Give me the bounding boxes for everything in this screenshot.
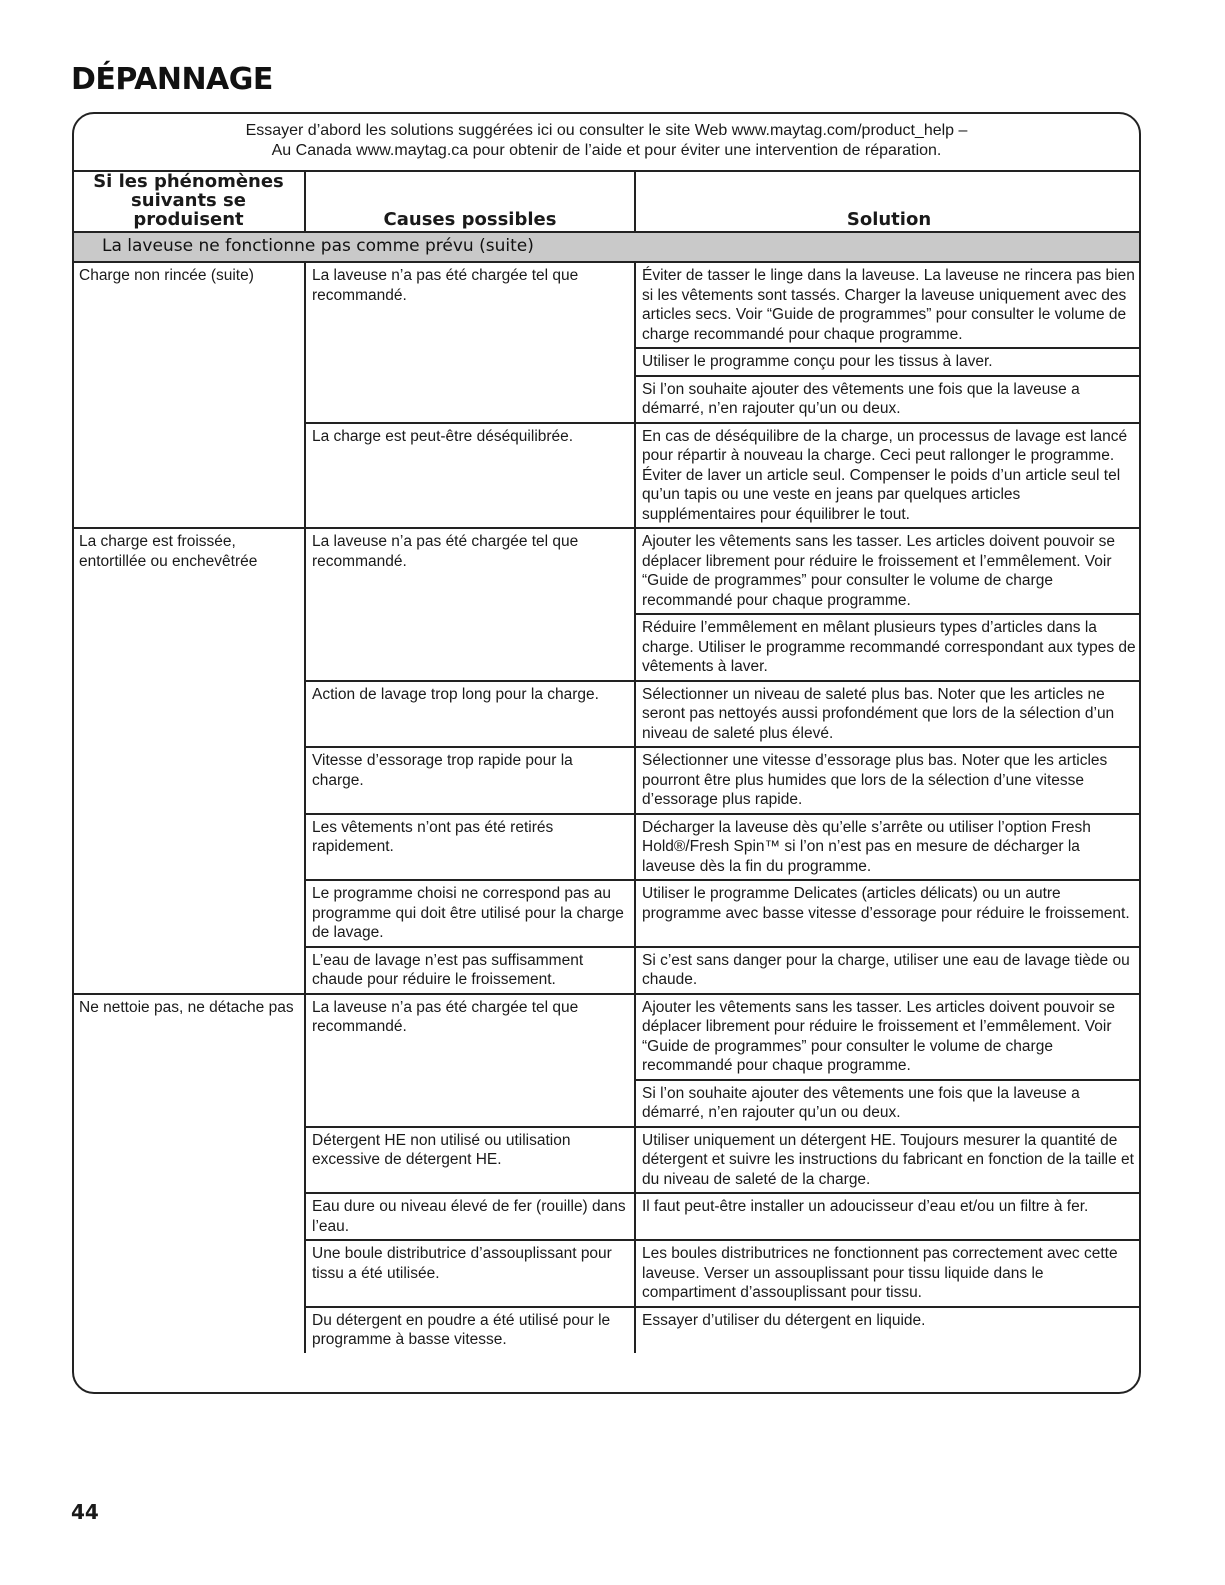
header-symptoms: Si les phénomènes suivants se produisent <box>73 171 305 232</box>
table-row <box>73 376 1141 423</box>
symptom-cell: La charge est froissée, entortillée ou enchevêtrée <box>73 528 305 614</box>
solution-cell: Sélectionner une vitesse d’essorage plus bas. Noter que les articles pourront être plus humides que lors de la sélection d’une vitesse d’essorage plus rapide. <box>635 747 1141 814</box>
solution-cell: Utiliser uniquement un détergent HE. Toujours mesurer la quantité de détergent et suivre les instructions du fabricant en fonction de la taille et du niveau de saleté de la charge. <box>635 1127 1141 1194</box>
intro-line: Au Canada www.maytag.ca pour obtenir de l’aide et pour éviter une intervention de réparation. <box>271 142 942 159</box>
solution-cell: Si l’on souhaite ajouter des vêtements une fois que la laveuse a démarré, n’en rajouter qu’un ou deux. <box>635 1080 1141 1127</box>
header-solution: Solution <box>635 171 1141 232</box>
symptom-cell <box>73 1240 305 1307</box>
symptom-cell <box>73 1307 305 1353</box>
symptom-cell: Ne nettoie pas, ne détache pas <box>73 994 305 1080</box>
header-causes: Causes possibles <box>305 171 635 232</box>
cause-cell: Le programme choisi ne correspond pas au programme qui doit être utilisé pour la charge de lavage. <box>305 880 635 947</box>
symptom-cell <box>73 681 305 748</box>
page-number: 44 <box>71 1500 99 1524</box>
solution-cell: Ajouter les vêtements sans les tasser. Les articles doivent pouvoir se déplacer librement pour réduire le froissement et l’emmêlement. Voir “Guide de programmes” pour consulter le volume de charge recommandé pour chaque programme. <box>635 994 1141 1080</box>
table-row <box>73 880 1141 947</box>
intro-line: Essayer d’abord les solutions suggérées ici ou consulter le site Web www.maytag.com/product_help – <box>245 122 968 139</box>
solution-cell: Utiliser le programme Delicates (articles délicats) ou un autre programme avec basse vitesse d’essorage pour réduire le froissement. <box>635 880 1141 947</box>
cause-cell: Détergent HE non utilisé ou utilisation excessive de détergent HE. <box>305 1127 635 1194</box>
solution-cell: Essayer d’utiliser du détergent en liquide. <box>635 1307 1141 1353</box>
cause-cell: La laveuse n’a pas été chargée tel que recommandé. <box>305 262 635 348</box>
solution-cell: Il faut peut-être installer un adoucisseur d’eau et/ou un filtre à fer. <box>635 1193 1141 1240</box>
troubleshooting-box <box>72 112 1141 1394</box>
cause-cell: Une boule distributrice d’assouplissant pour tissu a été utilisée. <box>305 1240 635 1307</box>
solution-cell: Les boules distributrices ne fonctionnent pas correctement avec cette laveuse. Verser un assouplissant pour tissu liquide dans le compartiment d’assouplissant pour tissu. <box>635 1240 1141 1307</box>
solution-cell: En cas de déséquilibre de la charge, un processus de lavage est lancé pour répartir à nouveau la charge. Ceci peut rallonger le programme. Éviter de laver un article seul. Compenser le poids d’un article seul tel qu’un tapis ou une veste en jeans par quelques articles supplémentaires pour équilibrer le tout. <box>635 423 1141 529</box>
symptom-cell <box>73 880 305 947</box>
solution-cell: Éviter de tasser le linge dans la laveuse. La laveuse ne rincera pas bien si les vêtements sont tassés. Charger la laveuse uniquement avec des articles secs. Voir “Guide de programmes” pour consulter le volume de charge recommandé pour chaque programme. <box>635 262 1141 348</box>
cause-cell <box>305 1080 635 1127</box>
symptom-cell <box>73 614 305 681</box>
solution-cell: Sélectionner un niveau de saleté plus bas. Noter que les articles ne seront pas nettoyés aussi profondément que lors de la sélection d’un niveau de saleté plus élevé. <box>635 681 1141 748</box>
cause-cell: La charge est peut-être déséquilibrée. <box>305 423 635 529</box>
symptom-cell <box>73 947 305 994</box>
cause-cell: Action de lavage trop long pour la charge. <box>305 681 635 748</box>
cause-cell: Vitesse d’essorage trop rapide pour la charge. <box>305 747 635 814</box>
intro-text <box>74 114 1139 170</box>
symptom-cell <box>73 376 305 423</box>
symptom-cell <box>73 747 305 814</box>
table-row <box>73 1193 1141 1240</box>
symptom-cell <box>73 348 305 376</box>
solution-cell: Si l’on souhaite ajouter des vêtements une fois que la laveuse a démarré, n’en rajouter qu’un ou deux. <box>635 376 1141 423</box>
cause-cell: L’eau de lavage n’est pas suffisamment chaude pour réduire le froissement. <box>305 947 635 994</box>
troubleshooting-table <box>72 170 1141 1353</box>
cause-cell: La laveuse n’a pas été chargée tel que recommandé. <box>305 994 635 1080</box>
solution-cell: Réduire l’emmêlement en mêlant plusieurs types d’articles dans la charge. Utiliser le programme recommandé correspondant aux types de vêtements à laver. <box>635 614 1141 681</box>
cause-cell: Eau dure ou niveau élevé de fer (rouille) dans l’eau. <box>305 1193 635 1240</box>
page-title: DÉPANNAGE <box>71 62 273 97</box>
table-row <box>73 1127 1141 1194</box>
cause-cell <box>305 348 635 376</box>
symptom-cell <box>73 423 305 529</box>
table-row <box>73 614 1141 681</box>
table-row <box>73 747 1141 814</box>
cause-cell: Les vêtements n’ont pas été retirés rapidement. <box>305 814 635 881</box>
table-row <box>73 814 1141 881</box>
cause-cell <box>305 376 635 423</box>
table-row <box>73 994 1141 1080</box>
table-row <box>73 1240 1141 1307</box>
symptom-cell: Charge non rincée (suite) <box>79 267 254 284</box>
cause-cell <box>305 614 635 681</box>
table-row <box>73 262 1141 348</box>
symptom-cell <box>73 1080 305 1127</box>
table-row <box>73 681 1141 748</box>
symptom-cell <box>73 1127 305 1194</box>
table-row <box>73 528 1141 614</box>
table-row <box>73 947 1141 994</box>
table-row <box>73 1307 1141 1353</box>
table-row <box>73 423 1141 529</box>
solution-cell: Ajouter les vêtements sans les tasser. Les articles doivent pouvoir se déplacer librement pour réduire le froissement et l’emmêlement. Voir “Guide de programmes” pour consulter le volume de charge recommandé pour chaque programme. <box>635 528 1141 614</box>
solution-cell: Utiliser le programme conçu pour les tissus à laver. <box>635 348 1141 376</box>
symptom-cell <box>73 814 305 881</box>
table-row <box>73 348 1141 376</box>
solution-cell: Décharger la laveuse dès qu’elle s’arrête ou utiliser l’option Fresh Hold®/Fresh Spin™ si l’on n’est pas en mesure de décharger la laveuse dès la fin du programme. <box>635 814 1141 881</box>
cause-cell: La laveuse n’a pas été chargée tel que recommandé. <box>305 528 635 614</box>
table-row <box>73 1080 1141 1127</box>
solution-cell: Si c’est sans danger pour la charge, utiliser une eau de lavage tiède ou chaude. <box>635 947 1141 994</box>
section-band: La laveuse ne fonctionne pas comme prévu (suite) <box>73 232 1141 262</box>
symptom-cell <box>73 1193 305 1240</box>
cause-cell: Du détergent en poudre a été utilisé pour le programme à basse vitesse. <box>305 1307 635 1353</box>
